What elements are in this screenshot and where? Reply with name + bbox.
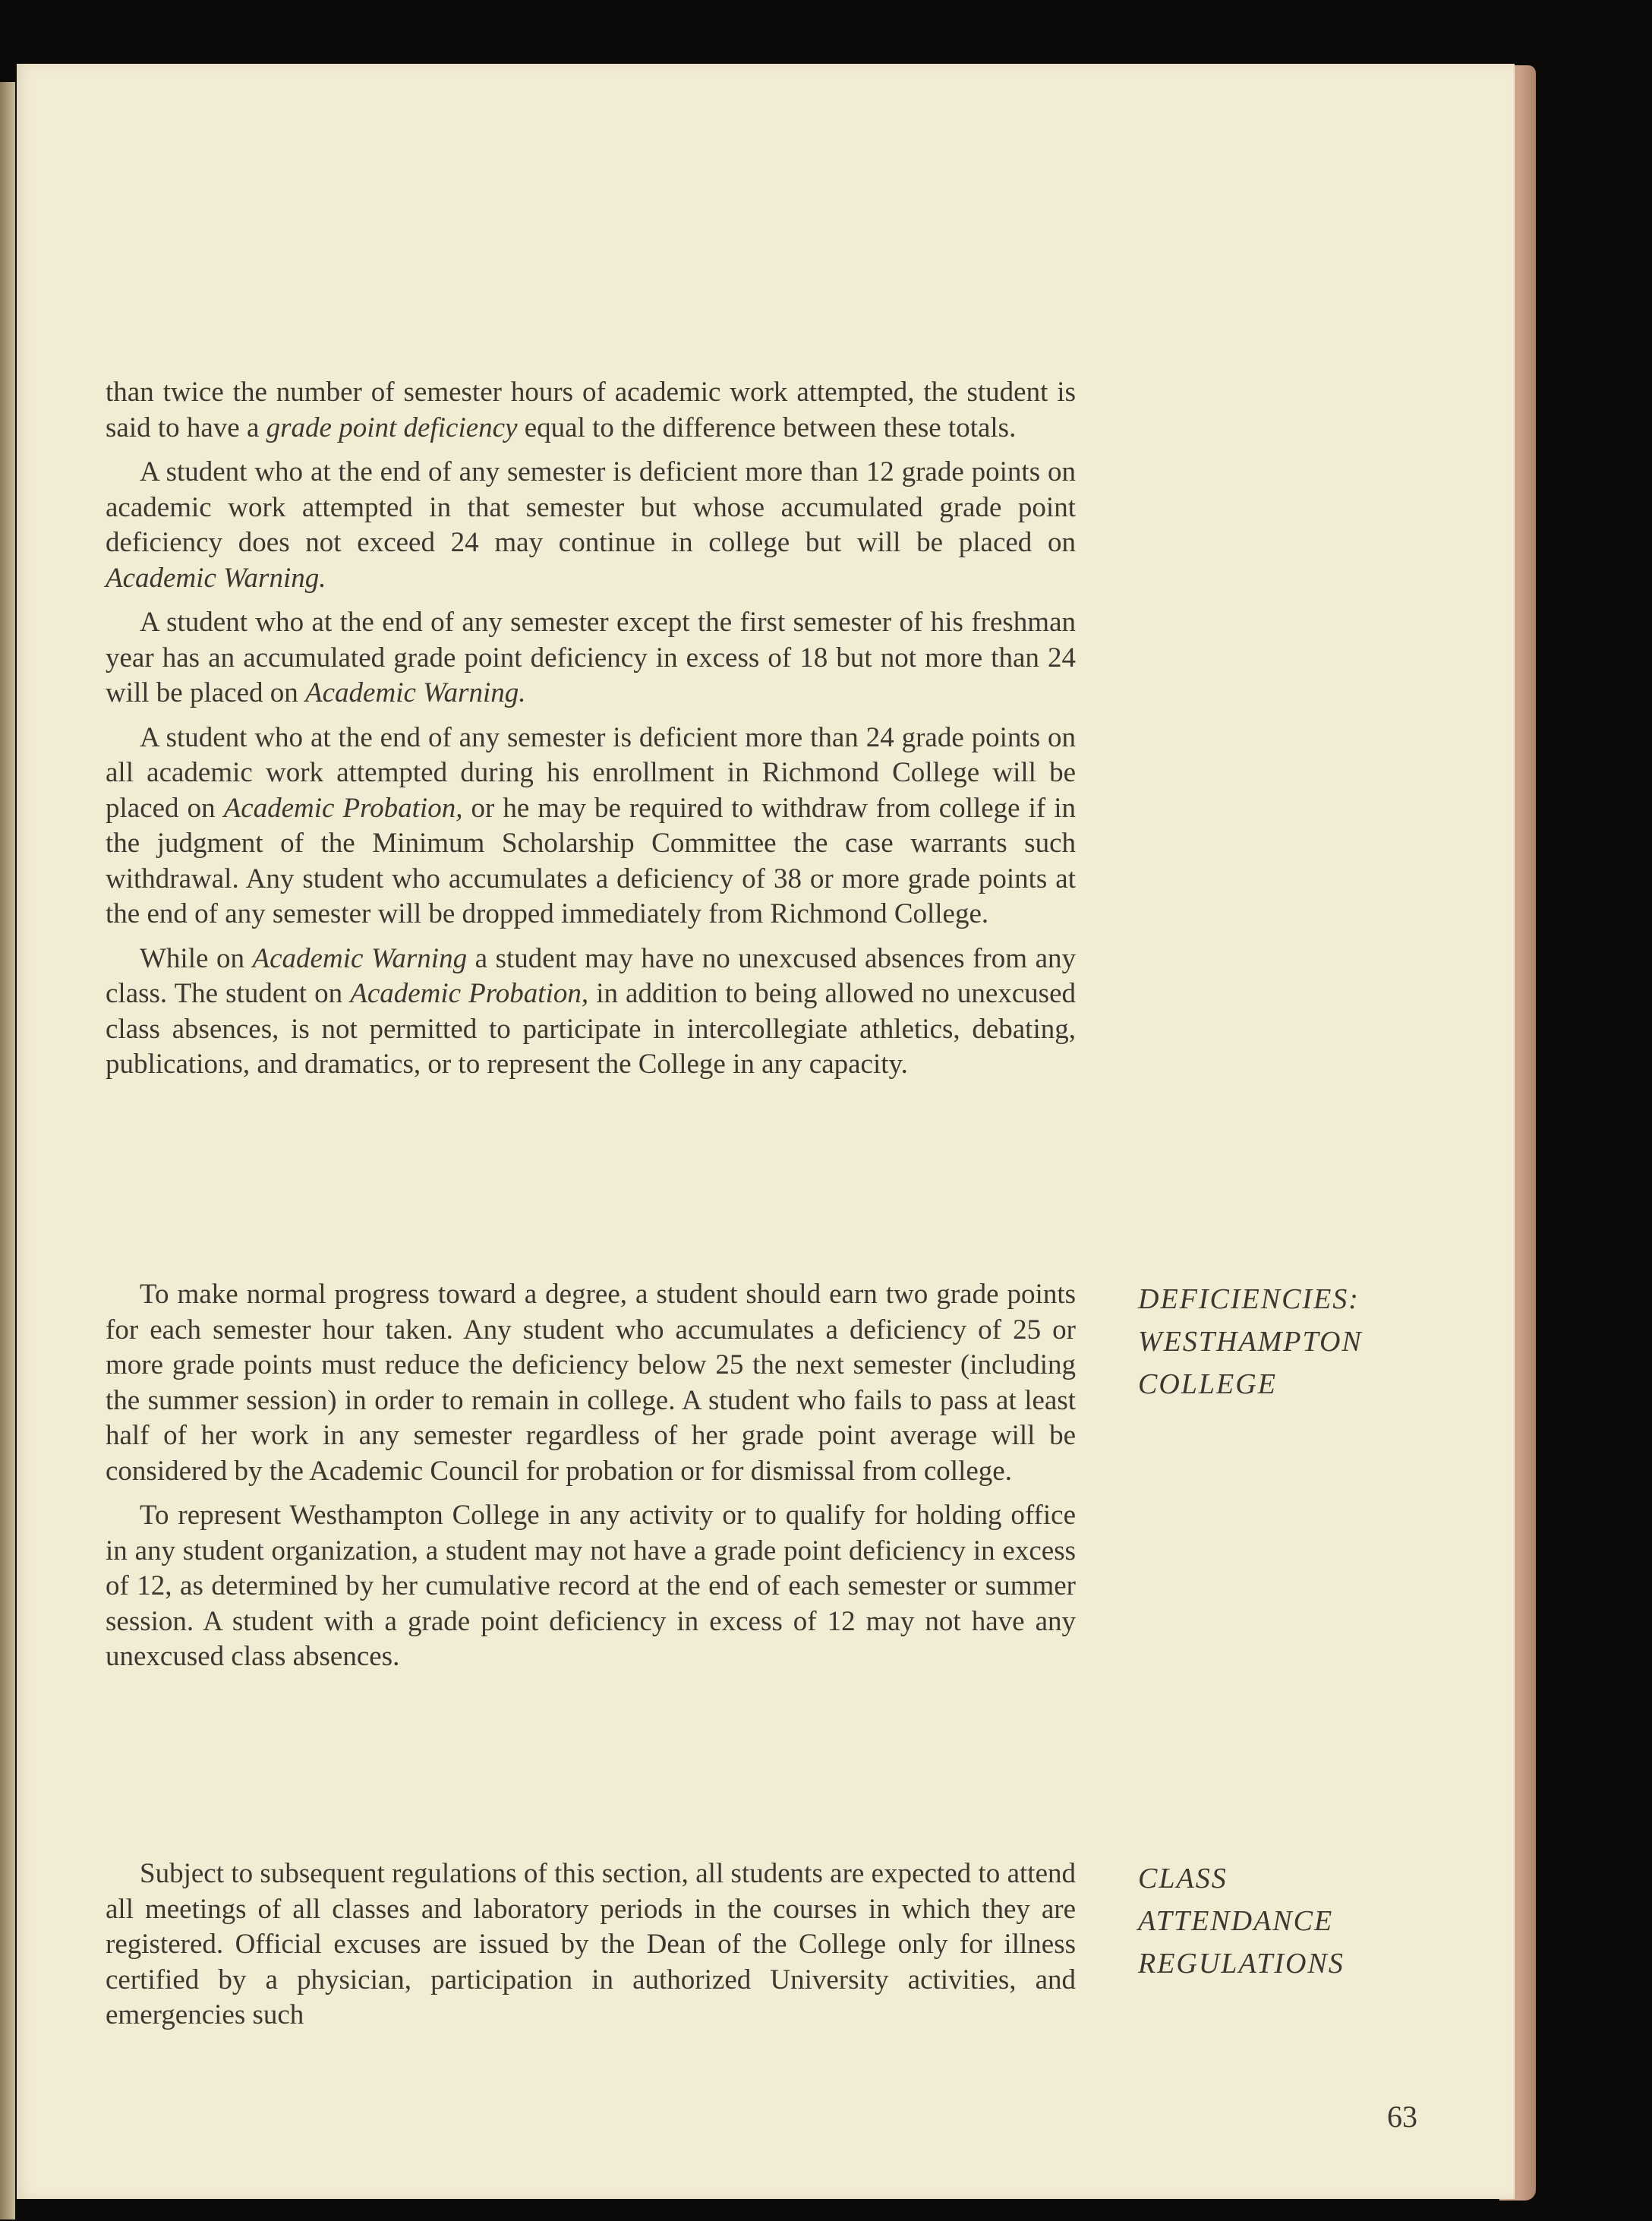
italic-term: Academic Warning. (305, 677, 526, 708)
book-page (17, 64, 1515, 2199)
paragraph (106, 1857, 1076, 2033)
facing-page-edge (0, 82, 15, 2219)
text-run: or he may be required to withdraw from college if in the judgment of the Minimum Scholarship Committee the case warrants such withdrawal. Any student who accumulates a deficiency of 38 or more grade points at the end of any semester will be dropped immediately from Richmond College. (106, 792, 1077, 929)
margin-heading-line: CLASS (1138, 1863, 1228, 1894)
text-run: A student who at the end of any semester except the first semester of his freshman year has an accumulated grade point deficiency in excess of 18 but not more than 24 will be placed on (106, 607, 1076, 708)
text-run: A student who at the end of any semester is deficient more than 24 grade points on all academic work attempted during his enrollment in Richmond College will be placed on (106, 721, 1076, 824)
text-run: While on (140, 942, 253, 974)
italic-term: Academic Probation, (350, 978, 589, 1009)
italic-term: Academic Probation, (223, 792, 463, 824)
margin-heading-line: WESTHAMPTON (1138, 1326, 1363, 1358)
paragraph (106, 1277, 1076, 1489)
paragraph (106, 375, 1076, 446)
text-run: in addition to being allowed no unexcused class absences, is not permitted to participate in intercollegiate athletics, debating, publications, and dramatics, or to represent the College in any capacity. (106, 978, 1076, 1080)
margin-heading-line: COLLEGE (1138, 1368, 1277, 1400)
text-run: To make normal progress toward a degree, a student should earn two grade points for each semester hour taken. Any student who accumulates a deficiency of 25 or more grade points must reduce the deficiency below 25 the next semester (including the summer session) in order to remain in college. A student who fails to pass at least half of her work in any semester regardless of her grade point average will be considered by the Academic Council for probation or for dismissal from college. (106, 1279, 1076, 1487)
paragraph (106, 605, 1076, 711)
section-deficiencies-westhampton (106, 1277, 1076, 1675)
margin-heading-deficiencies-westhampton (1138, 1278, 1442, 1405)
italic-term: grade point deficiency (266, 412, 518, 443)
page-number: 63 (1387, 2100, 1417, 2134)
margin-heading-line: ATTENDANCE (1138, 1905, 1334, 1937)
paragraph (106, 721, 1076, 932)
text-run: a student may have no unexcused absences from any class. The student on (106, 942, 1076, 1009)
italic-term: Academic Warning (252, 942, 468, 974)
paragraph (106, 942, 1076, 1083)
section-continuation (106, 375, 1076, 1083)
section-class-attendance (106, 1857, 1076, 2033)
paragraph (106, 1498, 1076, 1675)
paragraph (106, 455, 1076, 596)
italic-term: Academic Warning. (106, 562, 326, 594)
margin-heading-line: DEFICIENCIES: (1138, 1283, 1360, 1315)
margin-heading-class-attendance (1138, 1857, 1442, 1985)
margin-heading-line: REGULATIONS (1138, 1948, 1345, 1980)
text-run: than twice the number of semester hours of academic work attempted, the student is said to have a (106, 377, 1076, 443)
text-run: A student who at the end of any semester is deficient more than 12 grade points on academic work attempted in that semester but whose accumulated grade point deficiency does not exceed 24 may continue in college but will be placed on (106, 456, 1076, 558)
text-run: equal to the difference between these totals. (517, 412, 1017, 443)
text-run: To represent Westhampton College in any activity or to qualify for holding office in any student organization, a student may not have a grade point deficiency in excess of 12, as determined by her cumulative record at the end of each semester or summer session. A student with a grade point deficiency in excess of 12 may not have any unexcused class absences. (106, 1500, 1076, 1672)
text-run: Subject to subsequent regulations of this section, all students are expected to attend all meetings of all classes and laboratory periods in the courses in which they are registered. Official excuses are issued by the Dean of the College only for illness certified by a physician, participation in authorized University activities, and emergencies such (106, 1858, 1076, 2030)
